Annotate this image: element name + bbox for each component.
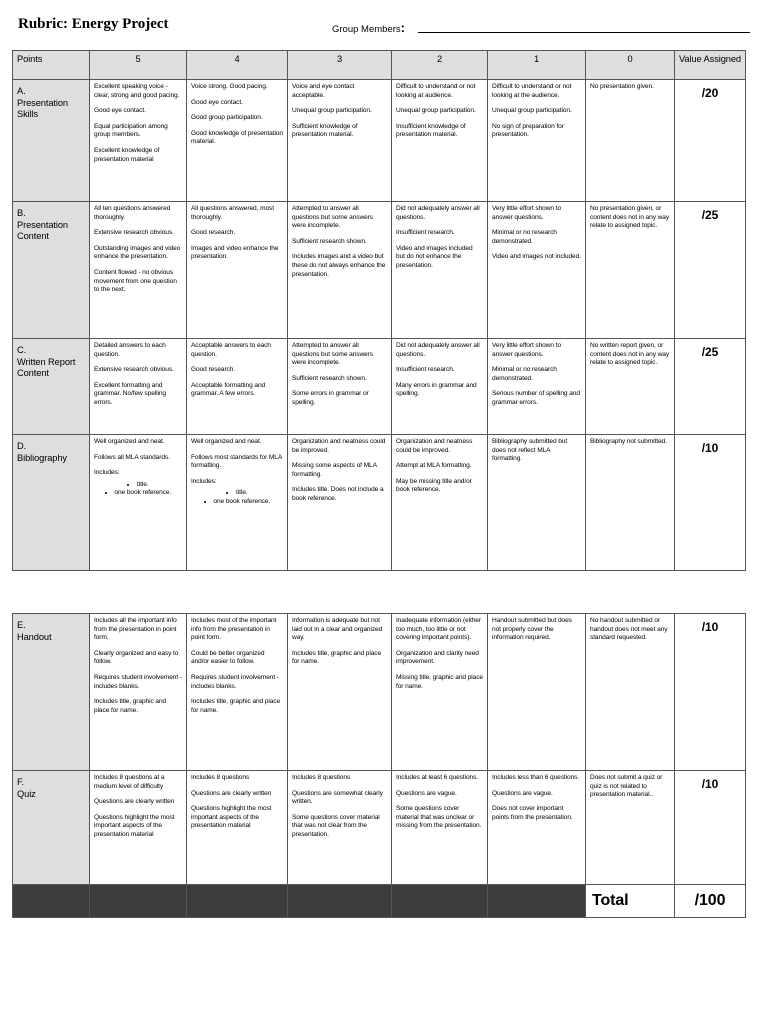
descriptor: Extensive research obvious.: [94, 366, 174, 374]
descriptor: Some questions cover material that was not clear from the presentation.: [292, 813, 380, 838]
descriptor-cell-3: [288, 202, 392, 339]
list-item: • one book reference.: [94, 489, 182, 498]
descriptor: Organization and neatness could be improved.: [396, 438, 473, 454]
descriptor-cell-5: [90, 435, 187, 571]
descriptor-cell-1: [488, 614, 586, 771]
row-presentation-content: [13, 202, 746, 339]
descriptor-cell-5: [90, 614, 187, 771]
criterion-cell: [13, 614, 90, 771]
descriptor: Insufficient research.: [396, 366, 455, 374]
total-row: [13, 885, 746, 918]
total-shaded-cell: [488, 885, 586, 918]
descriptor: Minimal or no research demonstrated.: [492, 366, 557, 382]
value-assigned: /25: [675, 202, 746, 339]
descriptor-cell-0: [586, 771, 675, 885]
descriptor: Good research.: [191, 366, 236, 374]
descriptor: Acceptable formatting and grammar. A few errors.: [191, 381, 266, 398]
descriptor-cell-0: [586, 614, 675, 771]
total-value: /100: [675, 885, 746, 918]
descriptor-cell-3: [288, 771, 392, 885]
descriptor: Requires student involvement - includes blanks.: [94, 673, 182, 690]
descriptor: Sufficient research shown.: [292, 374, 367, 382]
descriptor: Missing title, graphic and place for name.: [396, 673, 483, 690]
descriptor: Includes title, graphic and place for name.: [191, 698, 281, 714]
descriptor: Includes:: [191, 477, 217, 485]
descriptor-cell-1: [488, 339, 586, 435]
descriptor: Questions are vague.: [492, 789, 553, 797]
criterion-name-line1: Written Report: [17, 356, 76, 367]
descriptor: Includes 8 questions: [191, 774, 250, 781]
descriptor: Difficult to understand or not looking at the audience.: [492, 83, 572, 99]
header-score-4: 4: [187, 51, 288, 80]
descriptor: Includes most of the important info from the presentation in point form.: [191, 617, 277, 642]
descriptor: Includes images and a video but these do not always enhance the presentation.: [292, 253, 386, 278]
criterion-name: Bibliography: [17, 452, 67, 463]
descriptor: Some questions cover material that was unclear or missing from the presentation.: [396, 805, 482, 830]
descriptor: Includes:: [94, 469, 120, 477]
descriptor: No sign of preparation for presentation.: [492, 122, 564, 139]
descriptor: No presentation given.: [590, 83, 654, 90]
value-assigned: /25: [675, 339, 746, 435]
descriptor: Did not adequately answer all questions.: [396, 342, 480, 358]
criterion-letter: B.: [17, 208, 26, 218]
descriptor: Sufficient research shown.: [292, 237, 367, 245]
includes-list: [94, 481, 182, 498]
descriptor-cell-4: [187, 771, 288, 885]
descriptor: Does not cover important points from the presentation.: [492, 805, 573, 821]
descriptor: All ten questions answered thoroughly.: [94, 205, 171, 221]
descriptor: Detailed answers to each question.: [94, 342, 166, 358]
descriptor: Includes 8 questions: [292, 774, 351, 781]
descriptor-cell-1: [488, 771, 586, 885]
descriptor: Sufficient knowledge of presentation material.: [292, 122, 358, 139]
descriptor: Questions are somewhat clearly written.: [292, 789, 383, 806]
descriptor: No handout submitted or handout does not meet any standard requested.: [590, 617, 668, 642]
descriptor: Includes title, graphic and place for name.: [94, 698, 167, 714]
descriptor: Attempt at MLA formatting.: [396, 462, 472, 470]
descriptor-cell-2: [392, 339, 488, 435]
descriptor: Very little effort shown to answer questions.: [492, 342, 562, 358]
descriptor: May be missing title and/or book reference.: [396, 477, 472, 494]
descriptor: No written report given, or content does not in any way relate to assigned topic.: [590, 342, 670, 367]
rubric-table-top: [12, 50, 746, 571]
row-quiz: [13, 771, 746, 885]
descriptor: Many errors in grammar and spelling.: [396, 381, 477, 398]
descriptor-cell-1: [488, 80, 586, 202]
header-score-0: 0: [586, 51, 675, 80]
descriptor: Insufficient research.: [396, 229, 455, 237]
list-item: • title.: [191, 489, 283, 498]
descriptor: Extensive research obvious.: [94, 229, 174, 237]
descriptor: Excellent speaking voice - clear, strong and good pacing.: [94, 83, 180, 99]
descriptor: Video and images not included.: [492, 253, 581, 261]
descriptor: Unequal group participation.: [292, 107, 372, 115]
descriptor: Did not adequately answer all questions.: [396, 205, 480, 221]
descriptor: Clearly organized and easy to follow.: [94, 649, 179, 666]
descriptor: Questions highlight the most important aspects of the presentation material: [94, 813, 175, 838]
descriptor: Questions are clearly written: [94, 798, 175, 806]
total-shaded-cell: [392, 885, 488, 918]
descriptor: Includes title. Does not include a book reference.: [292, 486, 384, 502]
descriptor-cell-5: [90, 80, 187, 202]
descriptor: Includes all the important info from the presentation in point form.: [94, 617, 177, 642]
descriptor-cell-4: [187, 80, 288, 202]
criterion-cell: [13, 435, 90, 571]
descriptor: Handout submitted but does not properly cover the information required.: [492, 617, 572, 642]
descriptor: Includes at least 6 questions.: [396, 774, 479, 781]
descriptor: Attempted to answer all questions but some answers were incomplete.: [292, 342, 373, 367]
descriptor: Inadequate information (either too much, too little or not covering important points).: [396, 617, 481, 642]
descriptor-cell-2: [392, 80, 488, 202]
total-shaded-cell: [13, 885, 90, 918]
total-label: Total: [586, 885, 675, 918]
list-item: • one book reference.: [191, 498, 283, 507]
criterion-letter: A.: [17, 86, 26, 96]
descriptor-cell-4: [187, 202, 288, 339]
total-shaded-cell: [90, 885, 187, 918]
descriptor-cell-1: [488, 435, 586, 571]
criterion-letter: F.: [17, 777, 25, 787]
descriptor-cell-3: [288, 435, 392, 571]
descriptor: Missing some aspects of MLA formatting.: [292, 462, 377, 478]
descriptor: Voice strong. Good pacing.: [191, 83, 268, 90]
descriptor: Information is adequate but not laid out in a clear and organized way.: [292, 617, 383, 642]
descriptor: All questions answered, most thoroughly.: [191, 205, 274, 221]
row-handout: [13, 614, 746, 771]
group-members-colon: :: [400, 20, 405, 35]
row-bibliography: [13, 435, 746, 571]
descriptor-cell-5: [90, 339, 187, 435]
descriptor: Includes title, graphic and place for name.: [292, 649, 382, 666]
total-shaded-cell: [187, 885, 288, 918]
descriptor: Unequal group participation.: [396, 107, 476, 115]
descriptor: Questions highlight the most important aspects of the presentation material: [191, 805, 272, 830]
descriptor-cell-2: [392, 435, 488, 571]
descriptor: Video and images included but do not enhance the presentation.: [396, 244, 473, 269]
descriptor: Excellent formatting and grammar. No/few spelling errors.: [94, 381, 166, 406]
descriptor: Equal participation among group members.: [94, 122, 168, 139]
group-members-text: Group Members: [332, 24, 401, 35]
descriptor-cell-0: [586, 435, 675, 571]
header-score-2: 2: [392, 51, 488, 80]
descriptor: Outstanding images and video enhance the presentation.: [94, 244, 181, 261]
descriptor: Very little effort shown to answer questions.: [492, 205, 562, 221]
descriptor-cell-2: [392, 771, 488, 885]
criterion-cell: [13, 339, 90, 435]
rubric-table-bottom: [12, 613, 746, 918]
value-assigned: /10: [675, 771, 746, 885]
descriptor: Includes less than 6 questions.: [492, 774, 580, 781]
descriptor: Unequal group participation.: [492, 107, 572, 115]
rubric-header: [18, 14, 750, 38]
descriptor: Good knowledge of presentation material.: [191, 129, 283, 146]
descriptor: Good eye contact.: [191, 98, 243, 106]
descriptor: Attempted to answer all questions but some answers were incomplete.: [292, 205, 373, 230]
criterion-name-line1: Presentation: [17, 219, 68, 230]
header-score-1: 1: [488, 51, 586, 80]
descriptor-cell-3: [288, 339, 392, 435]
descriptor: Insufficient knowledge of presentation material.: [396, 122, 466, 139]
criterion-letter: E.: [17, 620, 26, 630]
descriptor: Questions are clearly written: [191, 789, 272, 797]
group-members-label: [332, 20, 405, 35]
descriptor: Good research.: [191, 229, 236, 237]
header-value-assigned: Value Assigned: [675, 51, 746, 80]
descriptor-cell-2: [392, 202, 488, 339]
criterion-name-line2: Content: [17, 368, 49, 378]
descriptor-cell-0: [586, 80, 675, 202]
criterion-cell: [13, 80, 90, 202]
criterion-cell: [13, 771, 90, 885]
criterion-name-line2: Content: [17, 231, 49, 241]
descriptor: Well organized and neat.: [94, 438, 165, 445]
descriptor-cell-5: [90, 202, 187, 339]
row-presentation-skills: [13, 80, 746, 202]
criterion-name-line1: Presentation: [17, 97, 68, 108]
descriptor: Follows all MLA standards.: [94, 453, 170, 461]
descriptor-cell-4: [187, 435, 288, 571]
descriptor: Serious number of spelling and grammar errors.: [492, 390, 580, 406]
page-title: Rubric: Energy Project: [18, 16, 169, 32]
descriptor: Difficult to understand or not looking at audience.: [396, 83, 476, 99]
header-score-5: 5: [90, 51, 187, 80]
descriptor: Content flowed - no obvious movement from one question to the next.: [94, 268, 177, 294]
descriptor: Minimal or no research demonstrated.: [492, 229, 557, 245]
descriptor-cell-0: [586, 202, 675, 339]
descriptor-cell-4: [187, 614, 288, 771]
descriptor: Good eye contact.: [94, 107, 146, 115]
descriptor: Voice and eye contact acceptable.: [292, 83, 355, 99]
descriptor: Bibliography submitted but does not reflect MLA formatting.: [492, 438, 568, 463]
header-row: [13, 51, 746, 80]
descriptor: Good group participation.: [191, 114, 263, 122]
descriptor: Some errors in grammar or spelling.: [292, 390, 369, 406]
criterion-letter: C.: [17, 345, 27, 355]
descriptor: Requires student involvement - includes blanks.: [191, 673, 279, 690]
list-item: • title.: [94, 481, 182, 490]
value-assigned: /20: [675, 80, 746, 202]
header-score-3: 3: [288, 51, 392, 80]
descriptor: Bibliography not submitted.: [590, 438, 667, 445]
header-points: Points: [13, 51, 90, 80]
descriptor: Does not submit a quiz or quiz is not related to presentation material..: [590, 774, 663, 799]
criterion-name-line2: Skills: [17, 109, 39, 119]
value-assigned: /10: [675, 614, 746, 771]
descriptor: No presentation given, or content does not in any way relate to assigned topic.: [590, 205, 670, 230]
group-members-line: [418, 32, 750, 33]
descriptor: Images and video enhance the presentation.: [191, 244, 279, 261]
descriptor-cell-1: [488, 202, 586, 339]
descriptor: Organization and clarity need improvement.: [396, 649, 479, 666]
descriptor-cell-3: [288, 80, 392, 202]
value-assigned: /10: [675, 435, 746, 571]
descriptor: Could be better organized and/or easier to follow.: [191, 649, 265, 666]
descriptor: Acceptable answers to each question.: [191, 342, 271, 358]
descriptor: Questions are vague.: [396, 789, 457, 797]
criterion-letter: D.: [17, 441, 27, 451]
descriptor-cell-4: [187, 339, 288, 435]
descriptor: Follows most standards for MLA formatting.: [191, 453, 282, 470]
criterion-cell: [13, 202, 90, 339]
includes-list: [191, 489, 283, 506]
descriptor-cell-2: [392, 614, 488, 771]
descriptor: Excellent knowledge of presentation material: [94, 146, 160, 163]
row-written-report-content: [13, 339, 746, 435]
total-shaded-cell: [288, 885, 392, 918]
descriptor-cell-0: [586, 339, 675, 435]
descriptor-cell-5: [90, 771, 187, 885]
descriptor: Organization and neatness could be improved.: [292, 438, 386, 454]
descriptor: Includes 8 questions at a medium level of difficulty: [94, 774, 165, 790]
criterion-name: Quiz: [17, 788, 36, 799]
descriptor-cell-3: [288, 614, 392, 771]
criterion-name: Handout: [17, 631, 52, 642]
descriptor: Well organized and neat.: [191, 438, 262, 445]
